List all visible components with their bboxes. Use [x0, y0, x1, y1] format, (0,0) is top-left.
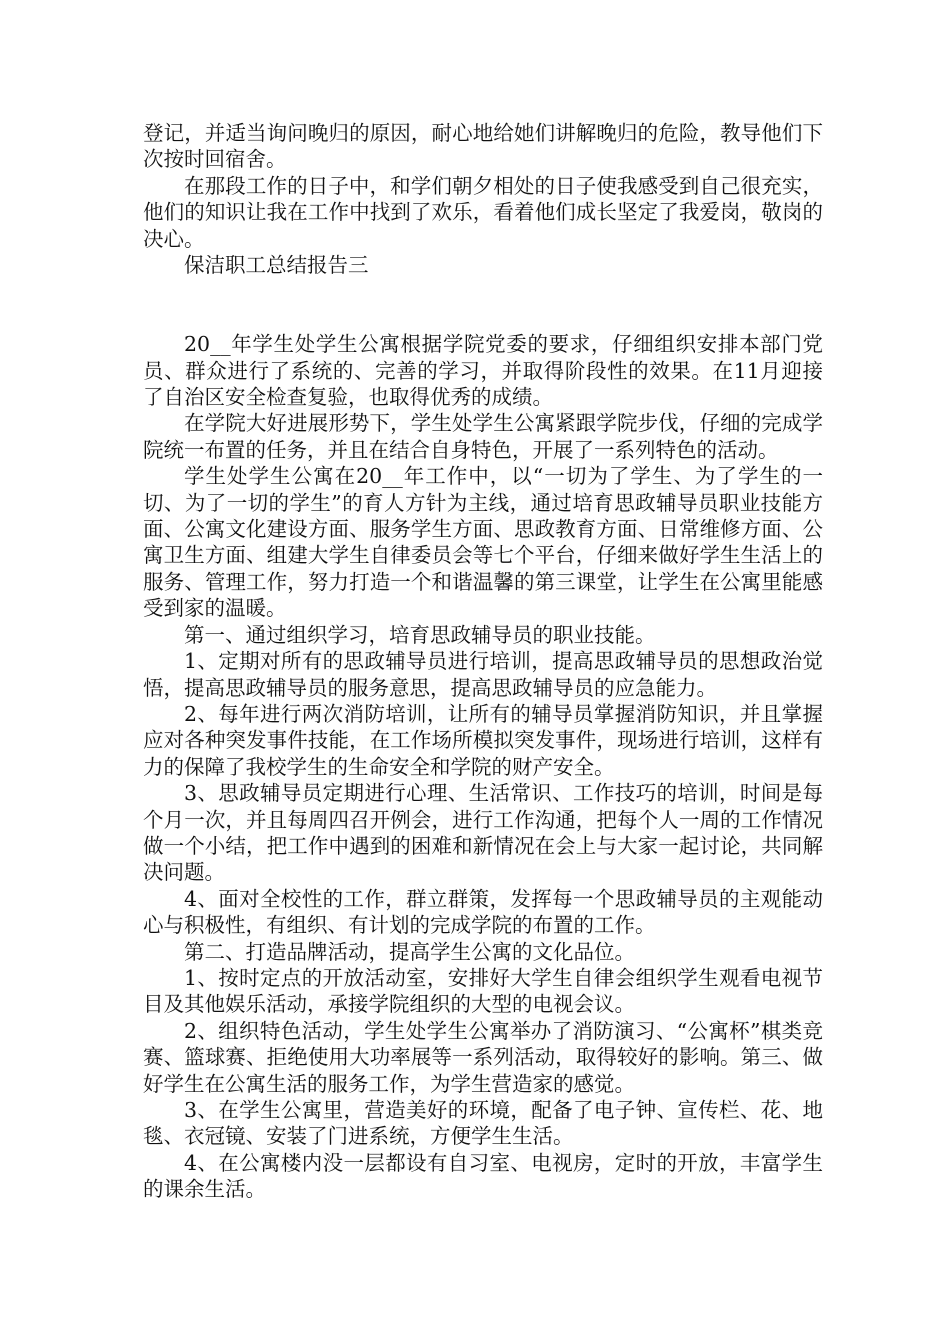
paragraph-2: 在那段工作的日子中，和学们朝夕相处的日子使我感受到自己很充实，他们的知识让我在工作中找到了欢乐，看着他们成长坚定了我爱岗，敬岗的决心。: [143, 173, 823, 251]
paragraph-9: 3、思政辅导员定期进行心理、生活常识、工作技巧的培训，时间是每个月一次，并且每周四召开例会，进行工作沟通，把每个人一周的工作情况做一个小结，把工作中遇到的困难和新情况在会上与大家一起讨论，共同解决问题。: [143, 781, 823, 885]
paragraph-12: 1、按时定点的开放活动室，安排好大学生自律会组织学生观看电视节目及其他娱乐活动，承接学院组织的大型的电视会议。: [143, 965, 823, 1017]
section-heading: 保洁职工总结报告三: [184, 253, 369, 278]
paragraph-3: 20__年学生处学生公寓根据学院党委的要求，仔细组织安排本部门党员、群众进行了系统的、完善的学习，并取得阶段性的效果。在11月迎接了自治区安全检查复验，也取得优秀的成绩。: [143, 332, 823, 410]
paragraph-5: 学生处学生公寓在20__年工作中，以“一切为了学生、为了学生的一切、为了一切的学生”的育人方针为主线，通过培育思政辅导员职业技能方面、公寓文化建设方面、服务学生方面、思政教育方面、日常维修方面、公寓卫生方面、组建大学生自律委员会等七个平台，仔细来做好学生生活上的服务、管理工作，努力打造一个和谐温馨的第三课堂，让学生在公寓里能感受到家的温暖。: [143, 464, 823, 621]
paragraph-14: 3、在学生公寓里，营造美好的环境，配备了电子钟、宣传栏、花、地毯、衣冠镜、安装了门进系统，方便学生生活。: [143, 1098, 823, 1149]
paragraph-8: 2、每年进行两次消防培训，让所有的辅导员掌握消防知识，并且掌握应对各种突发事件技能，在工作场所模拟突发事件，现场进行培训，这样有力的保障了我校学生的生命安全和学院的财产安全。: [143, 701, 823, 779]
blank-line: [143, 278, 823, 331]
document-body: [143, 120, 823, 1203]
paragraph-6: 第一、通过组织学习，培育思政辅导员的职业技能。: [184, 622, 656, 647]
paragraph-4: 在学院大好进展形势下，学生处学生公寓紧跟学院步伐，仔细的完成学院统一布置的任务，并且在结合自身特色，开展了一系列特色的活动。: [143, 411, 823, 462]
paragraph-7: 1、定期对所有的思政辅导员进行培训，提高思政辅导员的思想政治觉悟，提高思政辅导员的服务意思，提高思政辅导员的应急能力。: [143, 649, 823, 700]
paragraph-1: 登记，并适当询问晚归的原因，耐心地给她们讲解晚归的危险，教导他们下次按时回宿舍。: [143, 121, 823, 172]
paragraph-11: 第二、打造品牌活动，提高学生公寓的文化品位。: [184, 939, 635, 964]
paragraph-13: 2、组织特色活动，学生处学生公寓举办了消防演习、“公寓杯”棋类竞赛、篮球赛、拒绝使用大功率展等一系列活动，取得较好的影响。第三、做好学生在公寓生活的服务工作，为学生营造家的感觉。: [143, 1018, 823, 1096]
paragraph-10: 4、面对全校性的工作，群立群策，发挥每一个思政辅导员的主观能动心与积极性，有组织、有计划的完成学院的布置的工作。: [143, 886, 823, 938]
paragraph-15: 4、在公寓楼内没一层都设有自习室、电视房，定时的开放，丰富学生的课余生活。: [143, 1150, 823, 1202]
